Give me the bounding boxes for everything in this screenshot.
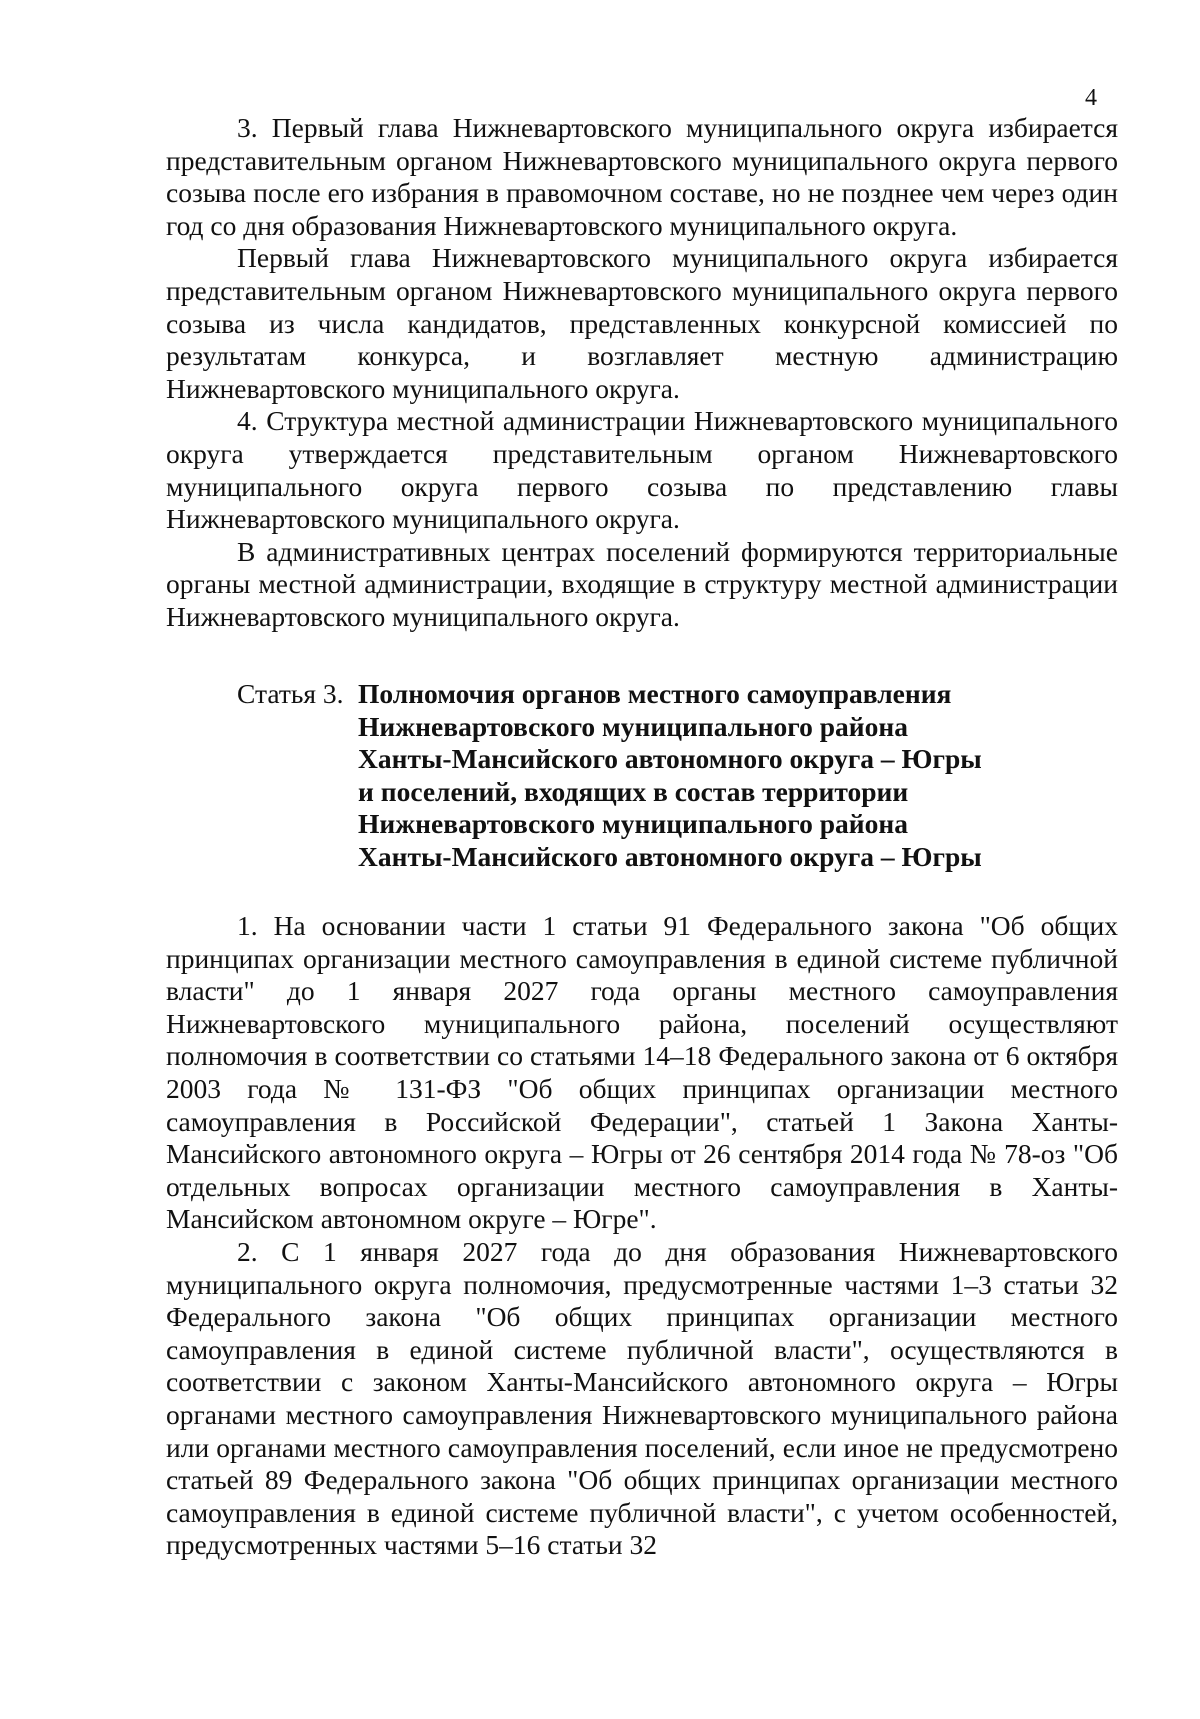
bottom-text-block <box>166 910 1118 1562</box>
paragraph-territorial-bodies: В административных центрах поселений формируются территориальные органы местной администрации, входящие в структуру местной администрации Нижневартовского муниципального округа. <box>166 535 1118 632</box>
article-number: Статья 3. <box>237 678 344 709</box>
paragraph-first-head-from-candidates: Первый глава Нижневартовского муниципального округа избирается представительным органом Нижневартовского муниципального округа первого созыва из числа кандидатов, представленных конкурсной комиссией по результатам конкурса, и возглавляет местную администрацию Нижневартовского муниципального округа. <box>166 242 1118 404</box>
top-text-block <box>166 112 1118 634</box>
paragraph-4-administration-structure: 4. Структура местной администрации Нижневартовского муниципального округа утверждается представительным органом Нижневартовского муниципального округа первого созыва по представлению главы Нижневартовского муниципального округа. <box>166 405 1118 535</box>
paragraph-3-first-head-election: 3. Первый глава Нижневартовского муниципального округа избирается представительным органом Нижневартовского муниципального округа первого созыва после его избрания в правомочном составе, но не позднее чем через один год со дня образования Нижневартовского муниципального округа. <box>166 112 1118 241</box>
paragraph-1-powers-until-2027: 1. На основании части 1 статьи 91 Федерального закона "Об общих принципах организации местного самоуправления в единой системе публичной власти" до 1 января 2027 года органы местного самоуправления Нижневартовского муниципального района, поселений осуществляют полномочия в соответствии со статьями 14–18 Федерального закона от 6 октября 2003 года № 131-ФЗ "Об общих принципах организации местного самоуправления в Российской Федерации", статьей 1 Закона Ханты-Мансийского автономного округа – Югры от 26 сентября 2014 года № 78-оз "Об отдельных вопросах организации местного самоуправления в Ханты-Мансийском автономном округе – Югре". <box>166 910 1118 1235</box>
article-title: Полномочия органов местного самоуправления Нижневартовского муниципального района Ханты-Мансийского автономного округа – Югры и поселений, входящих в состав территории Нижневартовского муниципального района Ханты-Мансийского автономного округа – Югры <box>358 678 982 872</box>
page-number: 4 <box>1085 85 1097 111</box>
paragraph-2-powers-from-2027: 2. С 1 января 2027 года до дня образования Нижневартовского муниципального округа полномочия, предусмотренные частями 1–3 статьи 32 Федерального закона "Об общих принципах организации местного самоуправления в единой системе публичной власти", осуществляются в соответствии с законом Ханты-Мансийского автономного округа – Югры органами местного самоуправления Нижневартовского муниципального района или органами местного самоуправления поселений, если иное не предусмотрено статьей 89 Федерального закона "Об общих принципах организации местного самоуправления в единой системе публичной власти", с учетом особенностей, предусмотренных частями 5–16 статьи 32 <box>166 1235 1118 1561</box>
